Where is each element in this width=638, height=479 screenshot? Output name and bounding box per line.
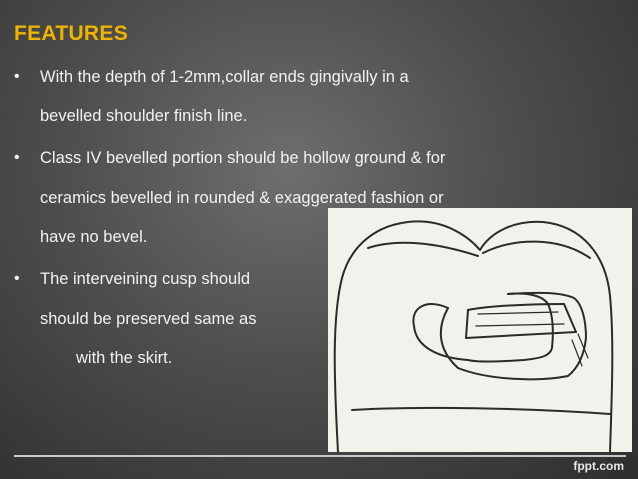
- bullet-1-line-2: bevelled shoulder finish line.: [40, 107, 248, 125]
- footer-divider: [14, 455, 626, 457]
- slide-title: FEATURES: [14, 22, 129, 45]
- bullet-3-line-3: with the skirt.: [76, 349, 173, 367]
- tooth-sketch-drawing: [328, 208, 632, 452]
- bullet-1-line-1: With the depth of 1-2mm,collar ends gingivally in a: [40, 68, 409, 86]
- bullet-3-line-2: should be preserved same as: [40, 310, 257, 328]
- bullet-marker: •: [14, 149, 20, 166]
- bullet-3-line-1: The interveining cusp should: [40, 270, 251, 288]
- bullet-marker: •: [14, 270, 20, 287]
- bullet-2-line-1: Class IV bevelled portion should be hollow ground & for: [40, 149, 446, 167]
- bullet-2-line-3: have no bevel.: [40, 228, 148, 246]
- tooth-preparation-sketch: [328, 208, 632, 452]
- brand-watermark: fppt.com: [573, 459, 624, 473]
- bullet-marker: •: [14, 68, 20, 85]
- bullet-2-line-2: ceramics bevelled in rounded & exaggerated fashion or: [40, 189, 444, 207]
